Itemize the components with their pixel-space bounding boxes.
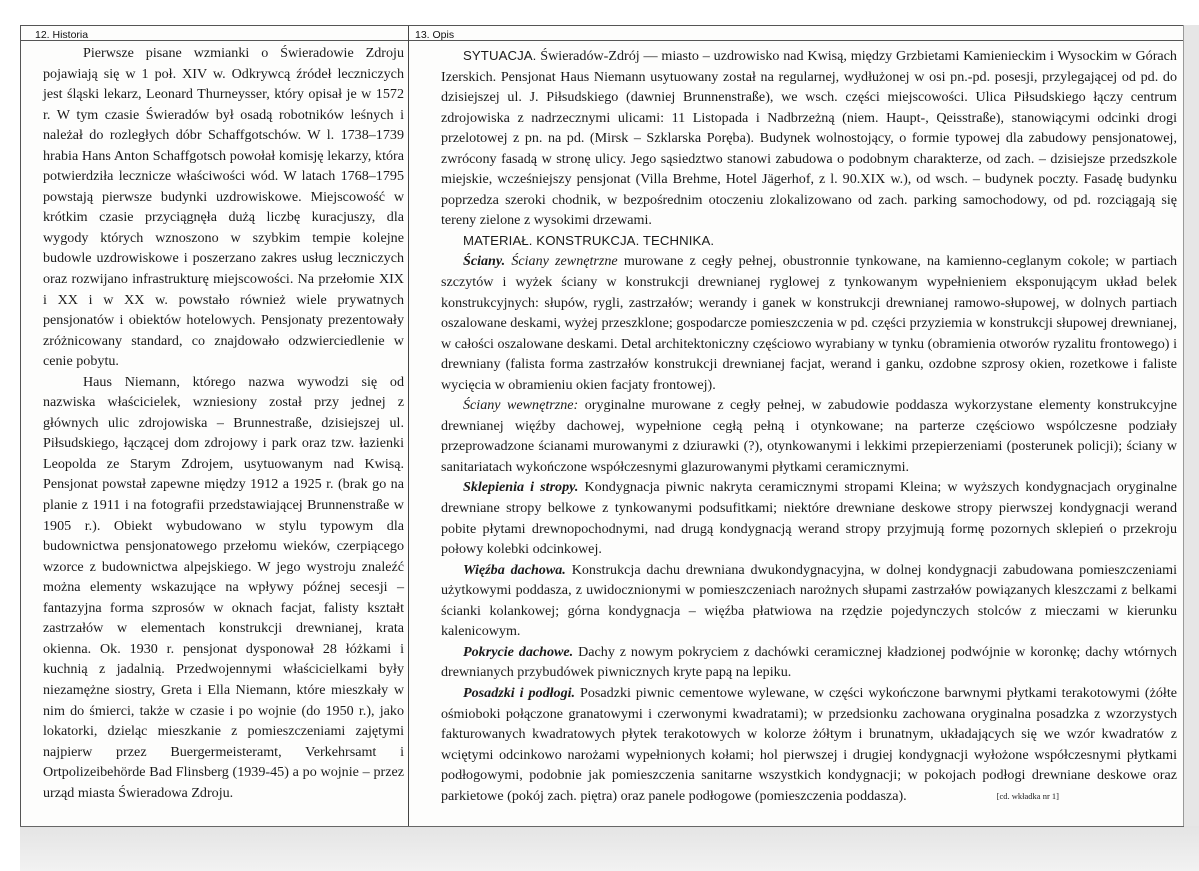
outer-walls-text: murowane z cegły pełnej, obustronnie tynkowane, na kamienno-ceglanym cokole; w partiach szczytów i wyżek ściany w konstrukcji drewnianej ryglowej z tynkowanym wypełnieniem eksponującym układ belek konstrukcyjnych: słupów, rygli, zastrzałów; werandy i ganek w konstrukcji drewnianej ramowo-słupowej, w dolnych partiach oszalowane deskami, wyżej przeszklone; gospodarcze pomieszczenia w pd. części przyziemia w konstrukcji słupowej drewnianej, w całości oszalowane deskami. Detal architektoniczny częściowo wyrabiany w tynku (obramienia otworów ryzalitu frontowego) i drewniany (falista forma zastrzałów konstrukcji drewnianej facjat, werand i ganku, ozdobne szprosy okien, rozetkowe i faliste wycięcia w obramieniu okien facjaty frontowej).: [441, 253, 1177, 393]
roofing-paragraph: [441, 642, 1177, 683]
record-card: [20, 25, 1186, 827]
roofing-text: Dachy z nowym pokryciem z dachówki ceramicznej kładzionej podwójnie w koronkę; dachy wtórnych drewnianych przybudówek piwnicznych kryte papą na lepiku.: [441, 643, 1177, 681]
history-paragraph-2: Haus Niemann, którego nazwa wywodzi się od nazwiska właścicielek, wzniesiony został przy jednej z głównych ulic zdrojowiska – Brunnestraße, dzisiejszej ul. Piłsudskiego, łączącej dom zdrojowy i park oraz tzw. łazienki Leopolda ze Starym Zdrojem, usytuowanym nad Kwisą. Pensjonat powstał zapewne między 1912 a 1925 r. (brak go na planie z 1911 i na fotografii przedstawiającej Brunnenstraße w 1905 r.). Obiekt wybudowano w stylu typowym dla budownictwa pensjonatowego przełomu wieków, czerpiącego wzorce z budownictwa alpejskiego. W jego wystroju znaleźć można elementy wskazujące na wpływy późnej secesji – fantazyjna forma szprosów w oknach facjat, falisty kształt zastrzałów w elementach konstrukcji drewnianej, krata okienna. Ok. 1930 r. pensjonat dysponował 28 łóżkami i kuchnią z jadalnią. Przedwojennymi właścicielkami były niezamężne siostry, Greta i Ella Niemann, które mieszkały w nim do śmierci, także w czasie i po wojnie (do 1950 r.), jako lokatorki, dzieląc mieszkanie z pomieszczeniami zajętymi najpierw przez Buergermeisteramt, Verkehrsamt i Ortpolizeibehörde Bad Flinsberg (1939-45) a po wojnie – przez urząd miasta Świeradowa Zdroju.: [43, 373, 404, 801]
card-bottom-border: [20, 826, 1184, 827]
outer-walls-label: Ściany zewnętrzne: [511, 253, 618, 270]
history-column: [21, 26, 409, 826]
vaults-paragraph: [441, 477, 1177, 559]
walls-label: Ściany.: [463, 253, 506, 270]
description-text: [409, 41, 1185, 806]
page-bottom-margin: [20, 826, 1199, 871]
description-column: [409, 26, 1185, 826]
walls-paragraph: [441, 251, 1177, 395]
situation-label: SYTUACJA.: [463, 48, 537, 63]
inner-walls-paragraph: [441, 395, 1177, 477]
page-edge: [1183, 25, 1199, 871]
vaults-label: Sklepienia i stropy.: [463, 479, 579, 496]
floors-label: Posadzki i podłogi.: [463, 684, 576, 701]
roof-truss-text: Konstrukcja dachu drewniana dwukondygnacyjna, w dolnej kondygnacji zabudowana pomieszczeniami użytkowymi poddasza, z uwidocznionymi w pomieszczeniach narożnych słupami zastrzałów powiązanych kleszczami z belkami ścianki kolankowej; górna kondygnacja – więźba płatwiowa na rzędzie pojedynczych stolców z mieczami w kierunku kalenicowym.: [441, 561, 1177, 640]
roof-truss-paragraph: [441, 560, 1177, 642]
history-header: 12. Historia: [21, 26, 408, 41]
continuation-footnote: [cd. wkładka nr 1]: [996, 790, 1059, 801]
floors-text: Posadzki piwnic cementowe wylewane, w części wykończone barwnymi płytkami terakotowymi (żółte ośmioboki połączone granatowymi i czerwonymi kwadratami); w przedsionku zachowana oryginalna posadzka z wzorzystych fakturowanych kwadratowych płytek terakotowych w kolorze żółtym i brunatnym, układających się we wzór kwadratów z wciętymi odcinkowo narożami wypełnionych kołami; hol pierwszej i drugiej kondygnacji wyłożone współczesnymi płytkami podłogowymi, podobnie jak pomieszczenia sanitarne wszystkich kondygnacji; w pokojach podłogi drewniane deskowe oraz parkietowe (pokój zach. piętra) oraz panele podłogowe (pomieszczenia poddasza).: [441, 684, 1177, 804]
history-paragraph-1: Pierwsze pisane wzmianki o Świeradowie Zdroju pojawiają się w 1 poł. XIV w. Odkrywcą źródeł leczniczych jest śląski lekarz, Leonard Thurneysser, który opisał je w 1572 r. W tym czasie Świeradów był osadą robotników leśnych i należał do rozległych dóbr Schaffgotschów. W l. 1738–1739 hrabia Hans Anton Schaffgotsch powołał komisję lekarzy, która potwierdziła lecznicze właściwości wód. W latach 1768–1795 powstają pierwsze budynki uzdrowiskowe. Miejscowość w krótkim czasie przyciągnęła dużą liczbę kuracjuszy, dla wygody których wznoszono w szybkim tempie kolejne budowle uzdrowiskowe i poszerzano zakres usług leczniczych oraz rozwijano infrastrukturę miejscowości. Na przełomie XIX i XX i w XX w. powstało również wiele prywatnych pensjonatów i obiektów hotelowych. Pensjonaty prezentowały zróżnicowany standard, co znajdowało odzwierciedlenie w cenie pobytu.: [43, 45, 404, 370]
situation-text: Świeradów-Zdrój — miasto – uzdrowisko nad Kwisą, między Grzbietami Kamienieckim i Wysockim w Górach Izerskich. Pensjonat Haus Niemann usytuowany został na regularnej, wydłużonej w osi pn.-pd. posesji, przylegającej od pd. do dzisiejszej ul. J. Piłsudskiego (dawniej Brunnenstraße), we wsch. części miejscowości. Ulica Piłsudskiego łączy centrum zdrojowiska z nadrzecznymi ulicami: 11 Listopada i Nadbrzeżną (niem. Haupt-, Qeisstraße), stanowiącymi odcinki drogi przelotowej z pn. na pd. (Mirsk – Szklarska Poręba). Budynek wolnostojący, o formie typowej dla zabudowy pensjonatowej, zwrócony fasadą w stronę ulicy. Jego sąsiedztwo stanowi zabudowa o podobnym charakterze, od zach. – dzisiejsze przedszkole miejskie, wcześniejszy pensjonat (Villa Brehme, Hotel Jägerhof, z l. 90.XIX w.), od wsch. – budynek poczty. Fasadę budynku poprzedza szeroki chodnik, w bezpośrednim otoczeniu zlokalizowano od zach. parking samochodowy, od pd. rozciągają się tereny zielone z wysokimi drzewami.: [441, 48, 1177, 229]
inner-walls-text: oryginalne murowane z cegły pełnej, w zabudowie poddasza wykorzystane elementy konstrukcyjne drewnianej więźby dachowej, wypełnione cegłą pełną i otynkowane; na parterze częściowo wspólczesne podziały przeprowadzone ścianami murowanymi z dziurawki (?), otynkowanymi i lekkimi przepierzeniami (posterunek policji); ściany w sanitariatach wykończone współczesnymi glazurowanymi płytkami ceramicznymi.: [441, 397, 1177, 475]
history-text: [21, 41, 408, 803]
material-heading-paragraph: [441, 231, 1177, 252]
situation-paragraph: [441, 46, 1177, 231]
vaults-text: Kondygnacja piwnic nakryta ceramicznymi stropami Kleina; w wyższych kondygnacjach oryginalne drewniane stropy belkowe z tynkowanymi podsufitkami; niektóre drewniane deskowe stropy pierwszej kondygnacji werand pobite płytami drewnopochodnymi, nad drugą kondygnacją werand stropy przyjmują formę pozornych sklepień o przekroju połowy kolebki odcinkowej.: [441, 479, 1177, 558]
description-header: 13. Opis: [409, 26, 1185, 41]
floors-paragraph: [441, 683, 1177, 806]
inner-walls-label: Ściany wewnętrzne:: [463, 397, 579, 414]
roofing-label: Pokrycie dachowe.: [463, 643, 574, 660]
material-heading: MATERIAŁ. KONSTRUKCJA. TECHNIKA.: [463, 232, 715, 248]
roof-truss-label: Więźba dachowa.: [463, 561, 566, 578]
